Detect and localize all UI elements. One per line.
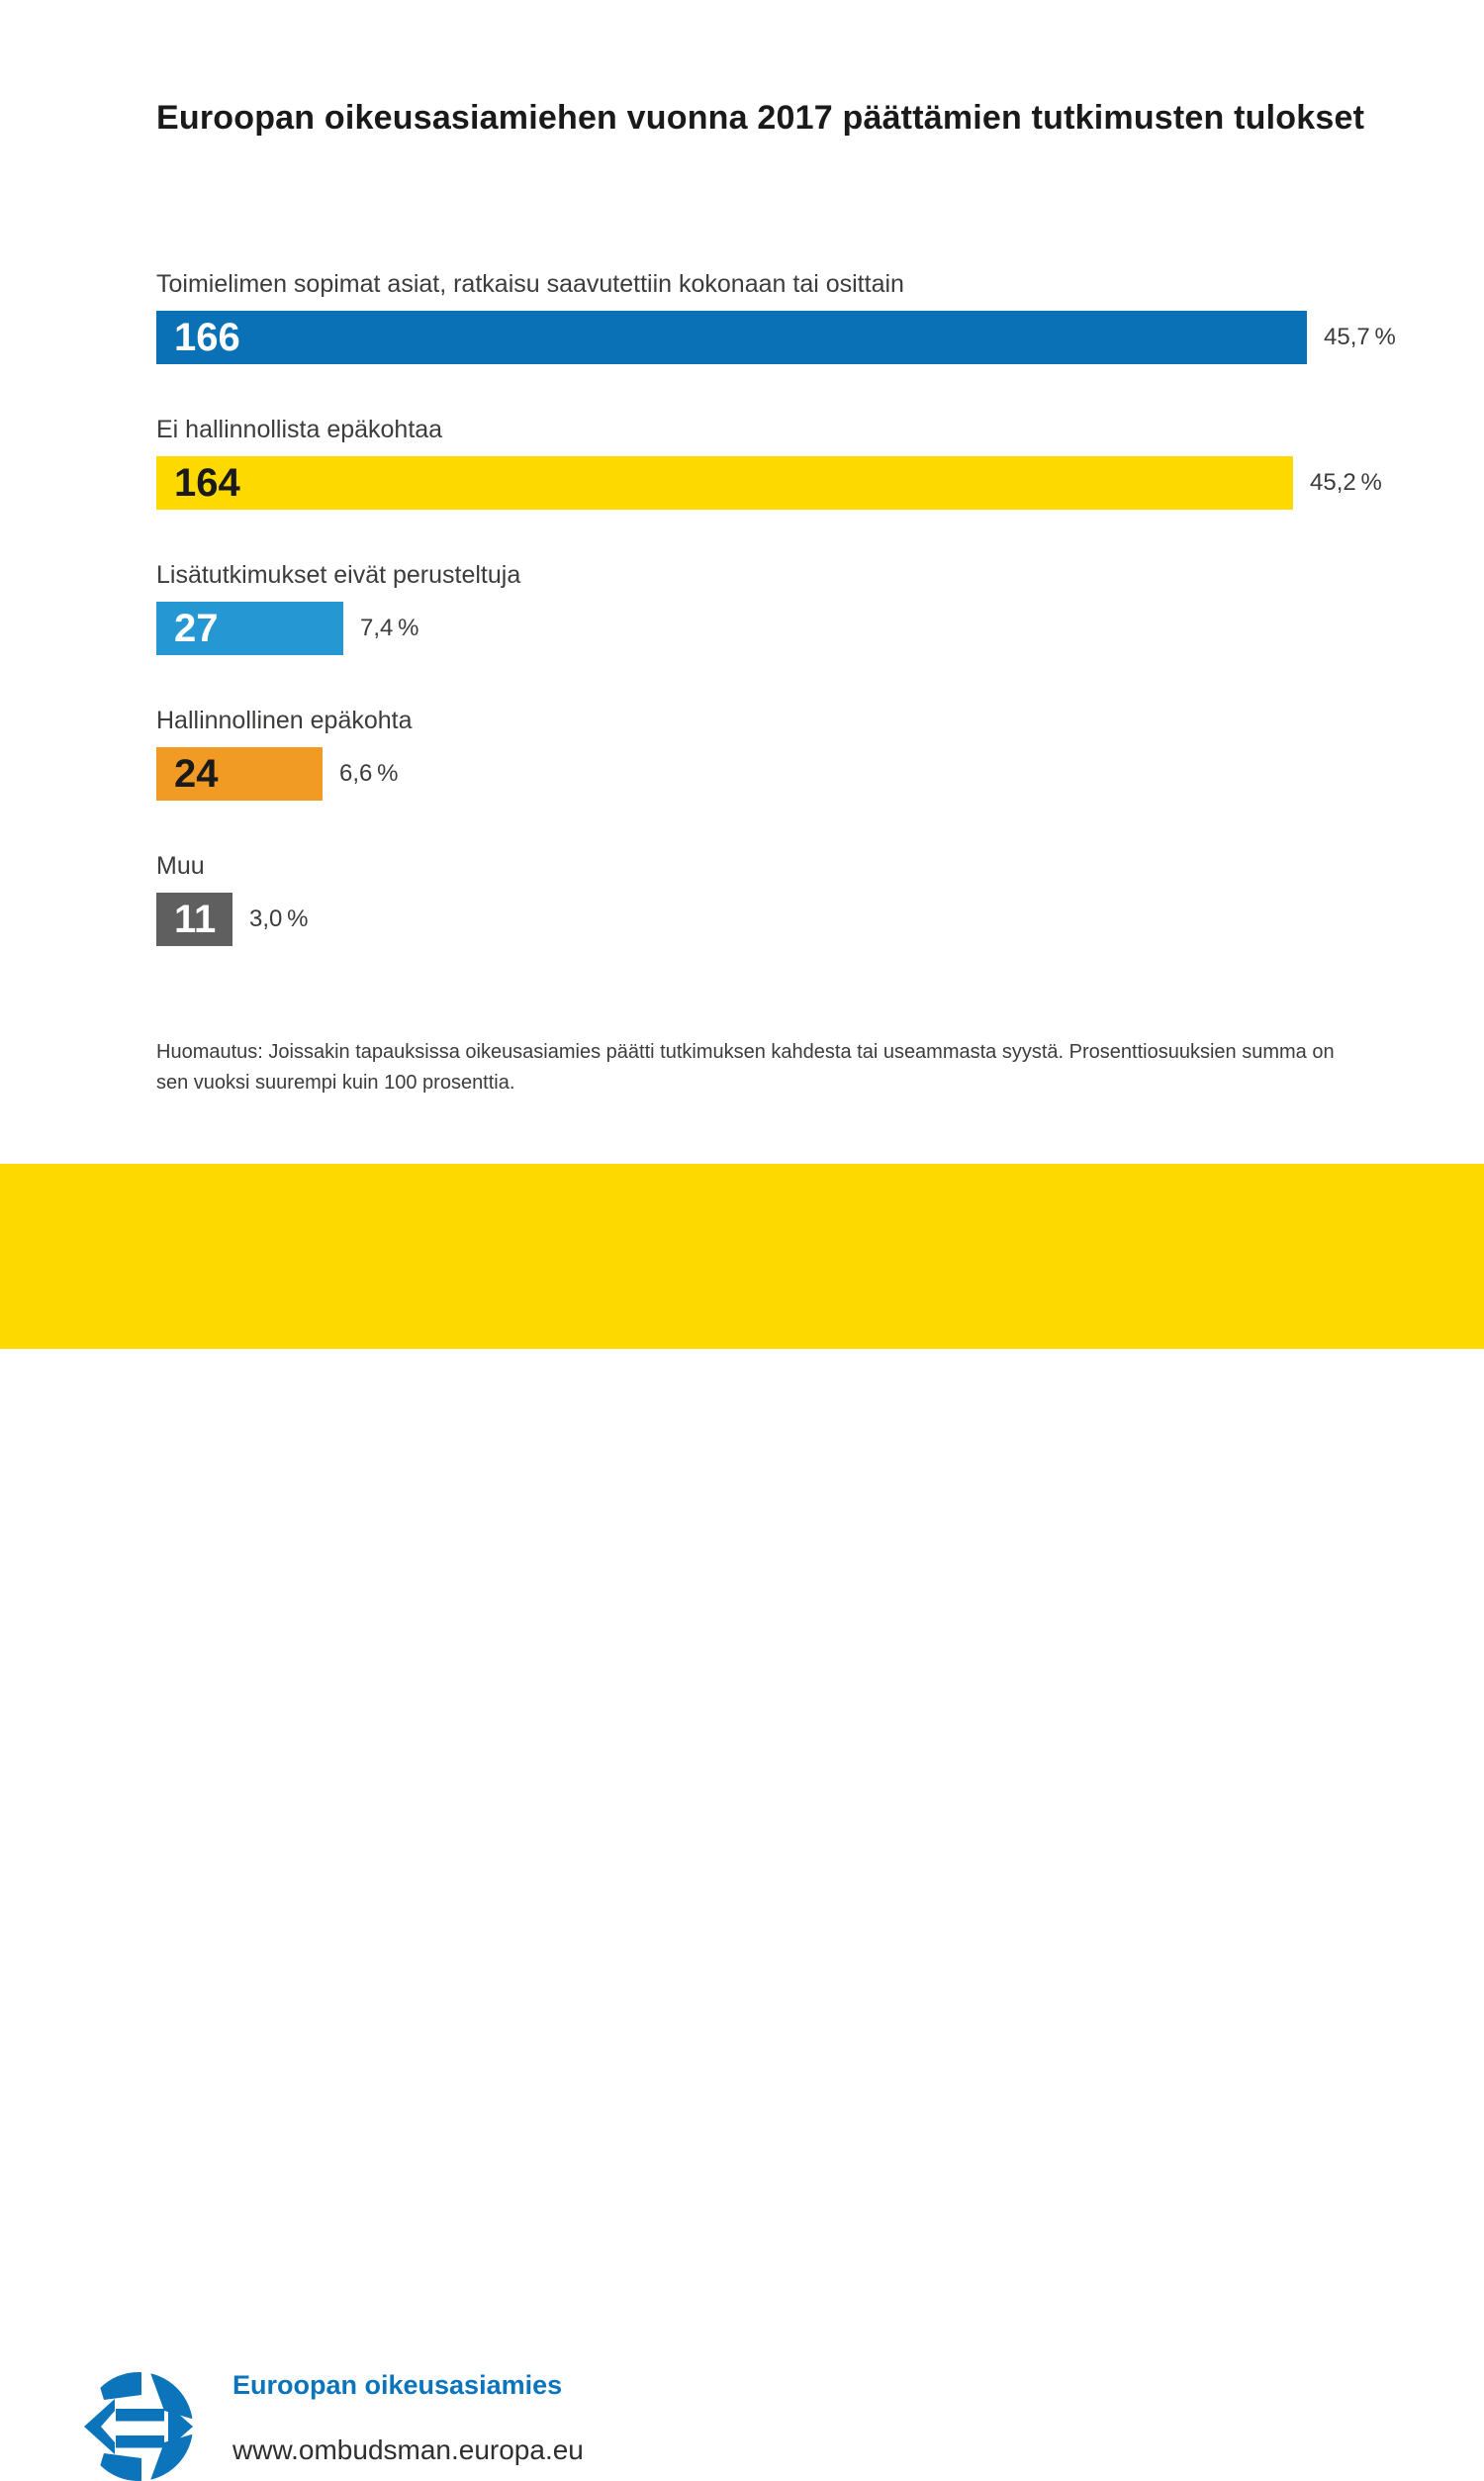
bar-row bbox=[0, 416, 1484, 510]
bar-row bbox=[0, 270, 1484, 364]
bar-value-label: 24 bbox=[174, 752, 219, 796]
bar-percent-label: 45,2 % bbox=[1310, 469, 1382, 496]
bar-category-label: Muu bbox=[156, 852, 205, 880]
bar-value-label: 27 bbox=[174, 607, 219, 650]
page-title: Euroopan oikeusasiamiehen vuonna 2017 päättämien tutkimusten tulokset bbox=[156, 99, 1365, 137]
footer-org-name: Euroopan oikeusasiamies bbox=[232, 2370, 563, 2400]
bar-percent-label: 6,6 % bbox=[339, 760, 399, 787]
bar-percent-label: 45,7 % bbox=[1324, 324, 1396, 350]
bar-category-label: Toimielimen sopimat asiat, ratkaisu saavutettiin kokonaan tai osittain bbox=[156, 270, 904, 298]
european-ombudsman-logo-icon bbox=[84, 2372, 193, 2481]
bar-category-label: Ei hallinnollista epäkohtaa bbox=[156, 416, 443, 443]
bar-percent-label: 3,0 % bbox=[249, 906, 309, 932]
bar-row bbox=[0, 852, 1484, 946]
bar-row bbox=[0, 707, 1484, 801]
footer-website-link[interactable]: www.ombudsman.europa.eu bbox=[232, 2434, 584, 2465]
chart-note: Huomautus: Joissakin tapauksissa oikeusasiamies päätti tutkimuksen kahdesta tai useammasta syystä. Prosenttiosuuksien summa on sen vuoksi suurempi kuin 100 prosenttia. bbox=[156, 1041, 1335, 1094]
bar-chart bbox=[0, 0, 1484, 1039]
footer-band bbox=[0, 1164, 1484, 2465]
bar bbox=[156, 311, 1307, 364]
bar-value-label: 11 bbox=[174, 898, 217, 941]
bar bbox=[156, 456, 1293, 510]
bar-category-label: Lisätutkimukset eivät perusteltuja bbox=[156, 561, 521, 589]
bar-value-label: 166 bbox=[174, 316, 240, 359]
bar bbox=[156, 747, 323, 801]
bar-category-label: Hallinnollinen epäkohta bbox=[156, 707, 413, 734]
bar-value-label: 164 bbox=[174, 461, 240, 505]
bar bbox=[156, 602, 343, 655]
bar bbox=[156, 893, 232, 946]
bar-percent-label: 7,4 % bbox=[360, 615, 419, 641]
bar-row bbox=[0, 561, 1484, 655]
